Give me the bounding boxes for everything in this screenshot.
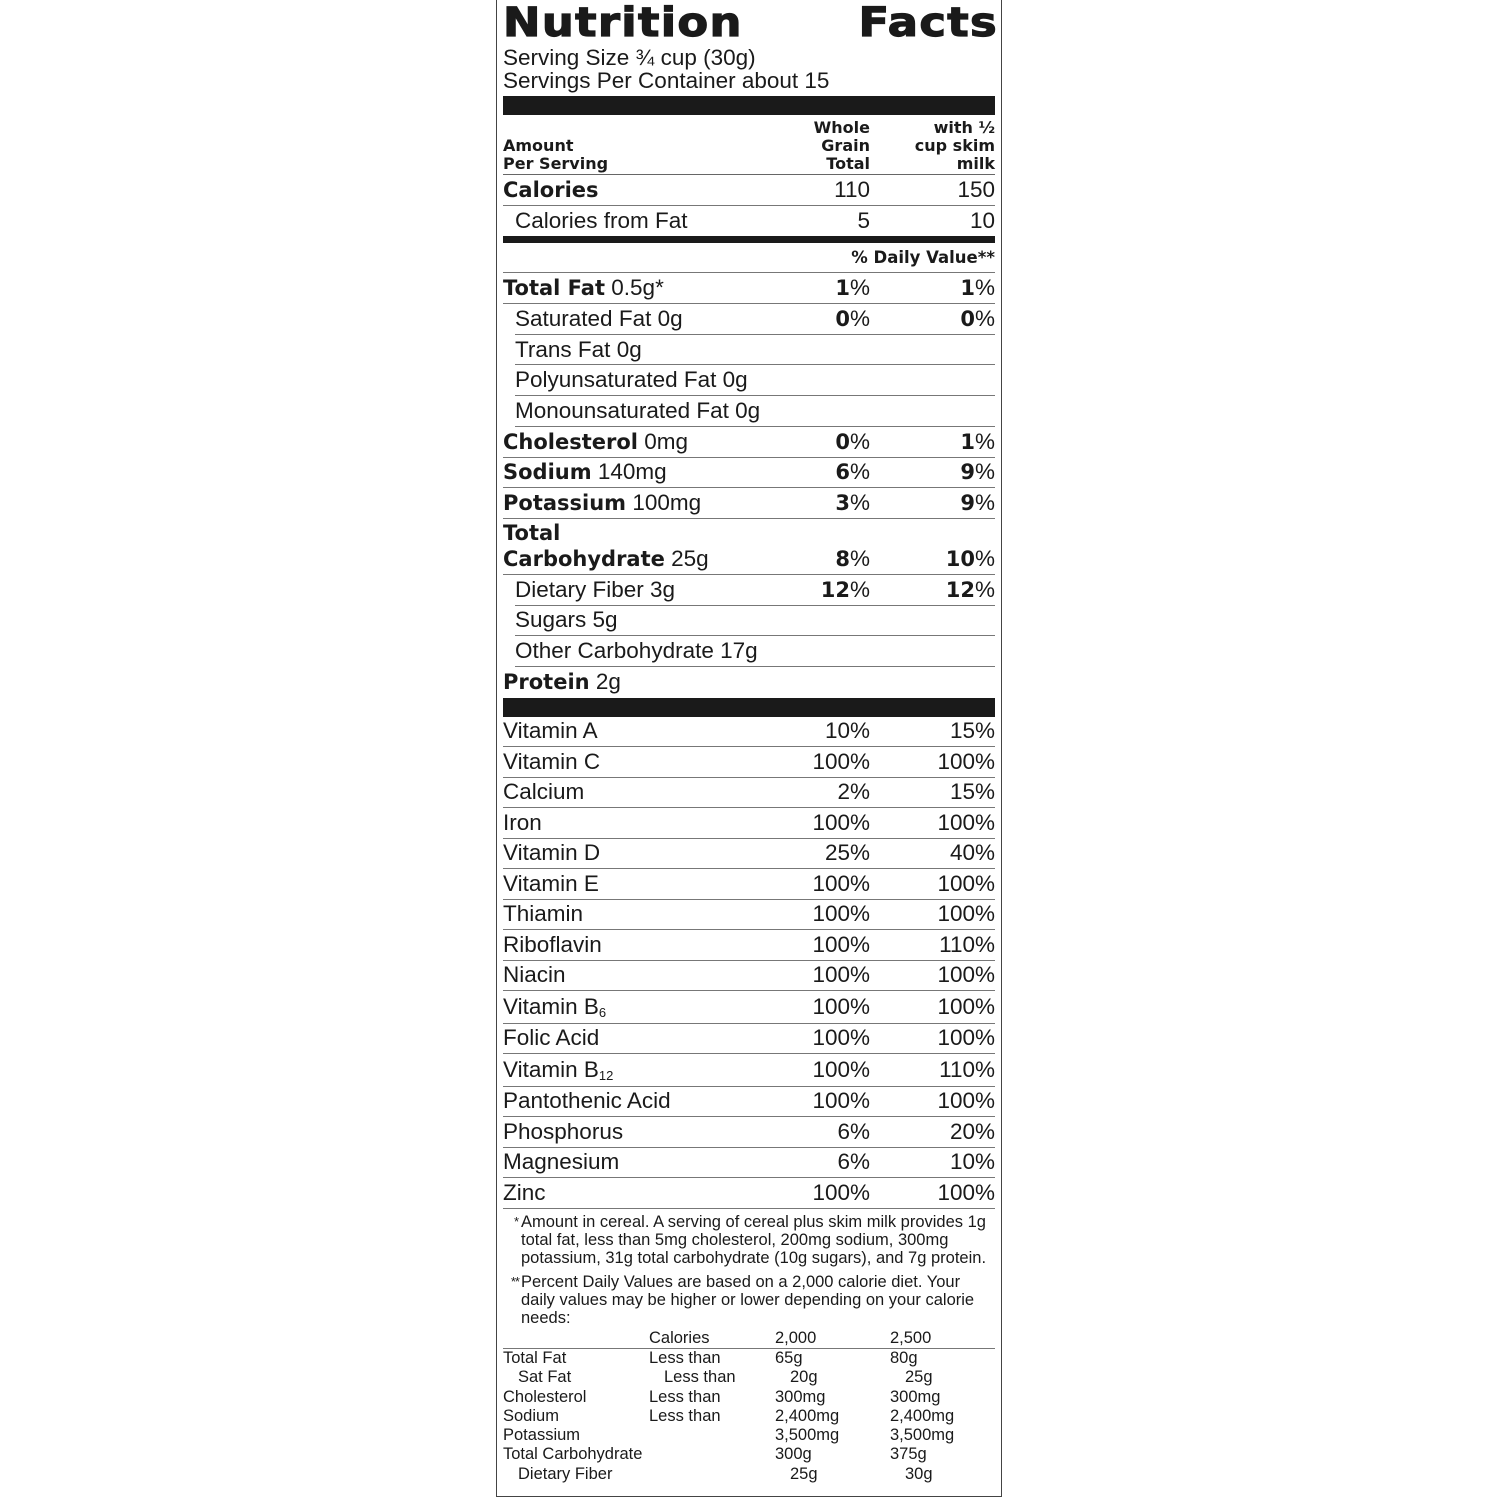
nutrient-row [503, 488, 995, 519]
nutrient-name: Dietary Fiber 3g [515, 576, 676, 602]
vitamin-name: Vitamin D [503, 840, 601, 866]
nutrient-row [515, 396, 995, 427]
vitamin-row [503, 930, 995, 961]
dv-table-row: Potassium 3,500mg 3,500mg [503, 1426, 955, 1445]
daily-value-col1: 8% [835, 545, 870, 571]
vitamin-row [503, 839, 995, 870]
vitamin-col2: 15% [949, 718, 995, 744]
dv-table-row: Sat Fat Less than 20g 25g [518, 1368, 933, 1387]
vitamin-name: Folic Acid [503, 1025, 600, 1051]
title-facts: Facts [858, 0, 999, 46]
thick-divider-vitamins [503, 698, 995, 717]
vitamin-row [503, 1148, 995, 1179]
daily-value-col2: 10% [945, 545, 995, 571]
nutrient-name: Other Carbohydrate 17g [515, 638, 758, 664]
vitamin-name: Calcium [503, 779, 585, 805]
dv-table-row: Cholesterol Less than 300mg 300mg [503, 1387, 941, 1406]
nutrient-name: Total Carbohydrate 25g [503, 520, 709, 571]
daily-value-col1: 0% [835, 428, 870, 454]
serving-size: Serving Size ¾ cup (30g) [503, 45, 756, 70]
vitamin-col1: 6% [837, 1118, 870, 1144]
vitamin-col2: 100% [937, 962, 995, 988]
dv-table-row: Total Carbohydrate 300g 375g [503, 1445, 927, 1464]
thick-divider [503, 96, 995, 115]
footnote-double-text: Percent Daily Values are based on a 2,000 calorie diet. Your daily values may be higher or lower depending on your calorie needs: [521, 1272, 975, 1327]
vitamin-row [503, 747, 995, 778]
calories-from-fat-col1: 5 [857, 208, 870, 234]
calories-from-fat-col2: 10 [969, 208, 995, 234]
calories-from-fat-label: Calories from Fat [515, 208, 688, 234]
column-header-row [503, 115, 995, 175]
vitamin-col2: 100% [937, 870, 995, 896]
vitamin-row [503, 1024, 995, 1055]
nutrient-row [515, 606, 995, 637]
vitamin-row [503, 1087, 995, 1118]
vitamin-col1: 100% [812, 931, 870, 957]
daily-value-reference-table [503, 1329, 995, 1484]
nutrient-row [515, 335, 995, 366]
vitamin-col1: 25% [824, 840, 870, 866]
nutrient-name: Cholesterol 0mg [503, 428, 689, 454]
vitamin-col2: 100% [937, 901, 995, 927]
vitamin-row [503, 900, 995, 931]
vitamin-row [503, 717, 995, 748]
nutrient-row [515, 636, 995, 667]
nutrient-row [515, 365, 995, 396]
vitamin-col2: 10% [949, 1149, 995, 1175]
nutrient-name: Monounsaturated Fat 0g [515, 397, 761, 423]
label-title [503, 0, 998, 46]
dv-table-row: Sodium Less than 2,400mg 2,400mg [503, 1406, 955, 1425]
vitamin-name: Magnesium [503, 1149, 620, 1175]
vitamin-row [503, 961, 995, 992]
vitamin-name: Zinc [503, 1179, 546, 1205]
double-asterisk-mark: ** [510, 1273, 519, 1289]
medium-divider [503, 236, 995, 243]
vitamin-col1: 100% [812, 1025, 870, 1051]
nutrient-row [503, 458, 995, 489]
dv-table-row: Total Fat Less than 65g 80g [503, 1348, 918, 1367]
vitamin-name: Vitamin A [503, 718, 598, 744]
daily-value-col1: 6% [835, 459, 870, 485]
vitamin-col2: 100% [937, 1088, 995, 1114]
nutrient-name: Saturated Fat 0g [515, 305, 683, 331]
vitamin-col1: 100% [812, 1088, 870, 1114]
vitamin-name: Vitamin $B_{12}$ [503, 1056, 614, 1083]
vitamin-col2: 100% [937, 993, 995, 1019]
daily-value-col1: 3% [835, 490, 870, 516]
calories-from-fat-row [515, 206, 995, 237]
vitamin-list [503, 717, 995, 1209]
vitamin-col2: 110% [939, 931, 995, 957]
vitamin-name: Vitamin $B_6$ [503, 993, 607, 1020]
nutrition-facts-label [496, 0, 1002, 1497]
daily-value-col2: 1% [960, 428, 995, 454]
vitamin-col1: 100% [812, 748, 870, 774]
nutrient-row [503, 667, 995, 698]
nutrient-row [503, 427, 995, 458]
dv-table-header: Calories 2,000 2,500 [503, 1329, 995, 1349]
vitamin-col2: 100% [937, 809, 995, 835]
footnote-single-text: Amount in cereal. A serving of cereal plus skim milk provides 1g total fat, less than 5mg cholesterol, 200mg sodium, 300mg potassium, 31g total carbohydrate (10g sugars), and 7g protein. [521, 1212, 987, 1267]
servings-per-container: Servings Per Container about 15 [503, 68, 830, 93]
vitamin-row [503, 1054, 995, 1087]
asterisk-mark: * [513, 1213, 519, 1229]
vitamin-row [503, 1178, 995, 1209]
daily-value-col2: 9% [960, 490, 995, 516]
vitamin-col2: 40% [949, 840, 995, 866]
vitamin-col1: 100% [812, 962, 870, 988]
vitamin-name: Niacin [503, 962, 566, 988]
amount-per-serving-header: Amount Per Serving [503, 136, 609, 173]
vitamin-col2: 100% [937, 1179, 995, 1205]
vitamin-col2: 15% [949, 779, 995, 805]
nutrient-row [503, 273, 995, 304]
vitamin-col1: 10% [824, 718, 870, 744]
vitamin-col2: 110% [939, 1056, 995, 1082]
daily-value-header: % Daily Value** [503, 243, 995, 273]
footnote-double [503, 1273, 995, 1327]
nutrient-name: Total Fat 0.5g* [503, 275, 664, 301]
vitamin-col1: 100% [812, 1056, 870, 1082]
title-nutrition: Nutrition [503, 0, 743, 46]
with-skim-milk-header: with ½ cup skim milk [914, 118, 995, 173]
vitamin-col2: 20% [949, 1118, 995, 1144]
dv-table-row: Dietary Fiber 25g 30g [518, 1464, 933, 1483]
vitamin-col1: 100% [812, 993, 870, 1019]
vitamin-col1: 100% [812, 809, 870, 835]
footnotes [503, 1213, 995, 1327]
daily-value-col2: 0% [960, 305, 995, 331]
vitamin-name: Thiamin [503, 901, 584, 927]
daily-value-col2: 1% [960, 275, 995, 301]
vitamin-row [503, 808, 995, 839]
nutrient-row [515, 575, 995, 606]
daily-value-col2: 9% [960, 459, 995, 485]
calories-row [503, 175, 995, 206]
daily-value-col1: 12% [820, 576, 870, 602]
nutrient-list [503, 273, 995, 697]
vitamin-name: Vitamin C [503, 748, 601, 774]
nutrient-name: Sugars 5g [515, 607, 618, 633]
daily-value-col1: 0% [835, 305, 870, 331]
nutrient-row [515, 304, 995, 335]
vitamin-row [503, 1117, 995, 1148]
footnote-single [503, 1213, 995, 1267]
vitamin-row [503, 991, 995, 1024]
vitamin-col2: 100% [937, 1025, 995, 1051]
vitamin-name: Iron [503, 809, 542, 835]
whole-grain-total-header: Whole Grain Total [813, 118, 870, 173]
vitamin-name: Vitamin E [503, 870, 599, 896]
nutrient-name: Sodium 140mg [503, 459, 667, 485]
vitamin-col2: 100% [937, 748, 995, 774]
vitamin-col1: 100% [812, 901, 870, 927]
vitamin-row [503, 869, 995, 900]
vitamin-name: Riboflavin [503, 931, 602, 957]
vitamin-name: Pantothenic Acid [503, 1088, 671, 1114]
daily-value-col2: 12% [945, 576, 995, 602]
calories-col2: 150 [957, 176, 995, 202]
calories-label: Calories [503, 177, 599, 202]
nutrient-name: Protein 2g [503, 669, 621, 695]
nutrient-row [503, 519, 995, 575]
daily-value-col1: 1% [835, 275, 870, 301]
vitamin-col1: 100% [812, 870, 870, 896]
nutrient-name: Polyunsaturated Fat 0g [515, 367, 748, 393]
vitamin-col1: 6% [837, 1149, 870, 1175]
vitamin-row [503, 778, 995, 809]
vitamin-name: Phosphorus [503, 1118, 624, 1144]
vitamin-col1: 100% [812, 1179, 870, 1205]
nutrient-name: Trans Fat 0g [515, 336, 642, 362]
vitamin-col1: 2% [837, 779, 870, 805]
nutrient-name: Potassium 100mg [503, 490, 702, 516]
calories-col1: 110 [834, 176, 870, 202]
